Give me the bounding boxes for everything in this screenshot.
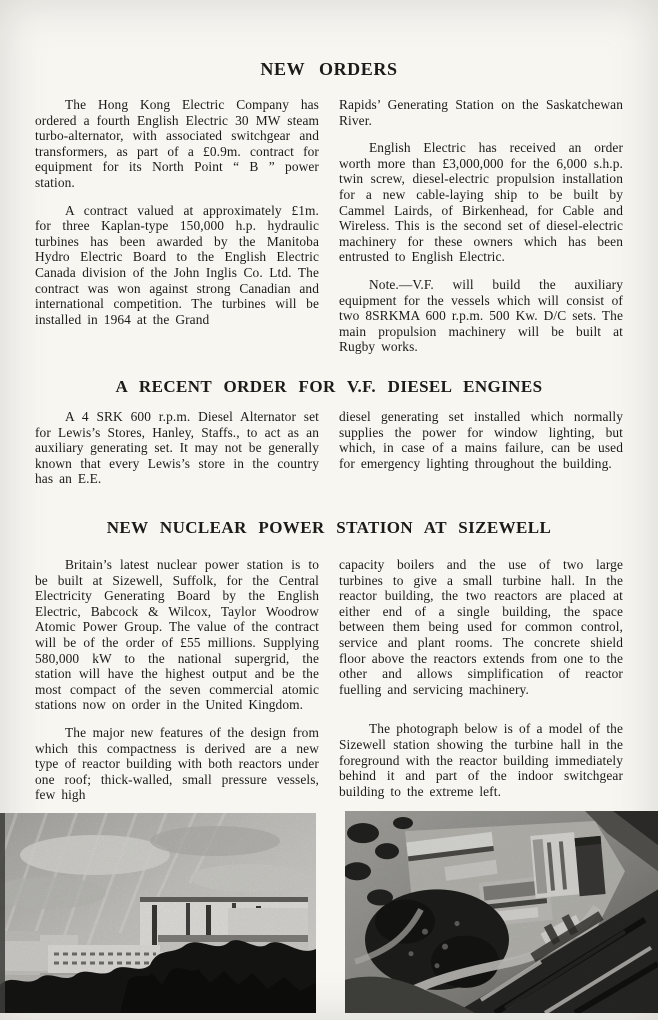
heading-vf-diesel-order: A RECENT ORDER FOR V.F. DIESEL ENGINES: [115, 377, 543, 396]
column-left: [35, 409, 319, 487]
para-window-lighting-continuation: diesel generating set installed which normally supplies the power for window lighting, but which, in case of a mains failure, can be used for emergency lighting throughout the building.: [339, 409, 623, 471]
sizewell-model-aerial-view-photo: [345, 811, 658, 1013]
para-manitoba-contract: A contract valued at approximately £1m. for three Kaplan-type 150,000 h.p. hydraulic turbines has been awarded by the Manitoba Hydro Electric Board to the English Electric Canada division of the John Inglis Co. Ltd. The contract was won against strong Canadian and international competition. The turbines will be installed in 1964 at the Grand: [35, 202, 319, 327]
heading-sizewell-station: NEW NUCLEAR POWER STATION AT SIZEWELL: [106, 518, 552, 537]
para-hong-kong-order: The Hong Kong Electric Company has ordered a fourth English Electric 30 MW steam turbo-alternator, with associated switchgear and transformers, as part of a £0.9m. contract for equipment for its North Point “ B ” power station.: [35, 97, 319, 190]
power-station-model-illustration: [0, 813, 316, 1013]
para-boilers-continuation: capacity boilers and the use of two large turbines to give a small turbine hall. In the reactor building, the two reactors are placed at either end of a single building, the space between them being used for common control, service and plant rooms. The concrete shield floor above the reactors extends from one to the other and allows simplification of reactor fuelling and servicing machinery.: [339, 557, 623, 697]
column-left: [35, 557, 319, 803]
sizewell-model-ground-view-photo: [0, 813, 316, 1013]
aerial-station-model-illustration: [345, 811, 658, 1013]
column-right: [339, 409, 623, 487]
para-vf-note: Note.—V.F. will build the auxiliary equipment for the vessels which will consist of two 8SRKMA 600 r.p.m. 500 Kw. D/C sets. The main propulsion machinery will be built at Rugby works.: [339, 276, 623, 355]
para-photo-caption: The photograph below is of a model of the Sizewell station showing the turbine hall in the foreground with the reactor building immediately behind it and part of the indoor switchgear building to the extreme left.: [339, 721, 623, 799]
para-sizewell-intro: Britain’s latest nuclear power station is to be built at Sizewell, Suffolk, for the Central Electricity Generating Board by the English Electric, Babcock & Wilcox, Taylor Woodrow Atomic Power Group. The value of the contract will be of the order of £55 millions. Supplying 580,000 kW to the national supergrid, the station will have the highest output and be the most compact of the seven commercial atomic stations now on order in the United Kingdom.: [35, 557, 319, 713]
para-design-features: The major new features of the design from which this compactness is derived are a new type of reactor building with both reactors under one roof; thick-walled, small pressure vessels, few high: [35, 724, 319, 803]
column-left: [35, 97, 319, 355]
page-title: NEW ORDERS: [260, 59, 398, 79]
para-lewis-alternator: A 4 SRK 600 r.p.m. Diesel Alternator set for Lewis’s Stores, Hanley, Staffs., to act as an auxiliary generating set. It may not be generally known that every Lewis’s store in the country has an E.E.: [35, 409, 319, 487]
section-new-orders: [35, 97, 623, 355]
column-right: [339, 557, 623, 803]
column-right: [339, 97, 623, 355]
para-saskatchewan-continuation: Rapids’ Generating Station on the Saskatchewan River.: [339, 97, 623, 128]
section-sizewell-station: [35, 557, 623, 803]
section-vf-diesel-order: [35, 409, 623, 487]
para-cable-ship-order: English Electric has received an order worth more than £3,000,000 for the 6,000 s.h.p. twin screw, diesel-electric propulsion installation for a new cable-laying ship to be built by Cammel Lairds, of Birkenhead, for Cable and Wireless. This is the second set of diesel-electric machinery for these owners which has been entrusted to English Electric.: [339, 140, 623, 265]
